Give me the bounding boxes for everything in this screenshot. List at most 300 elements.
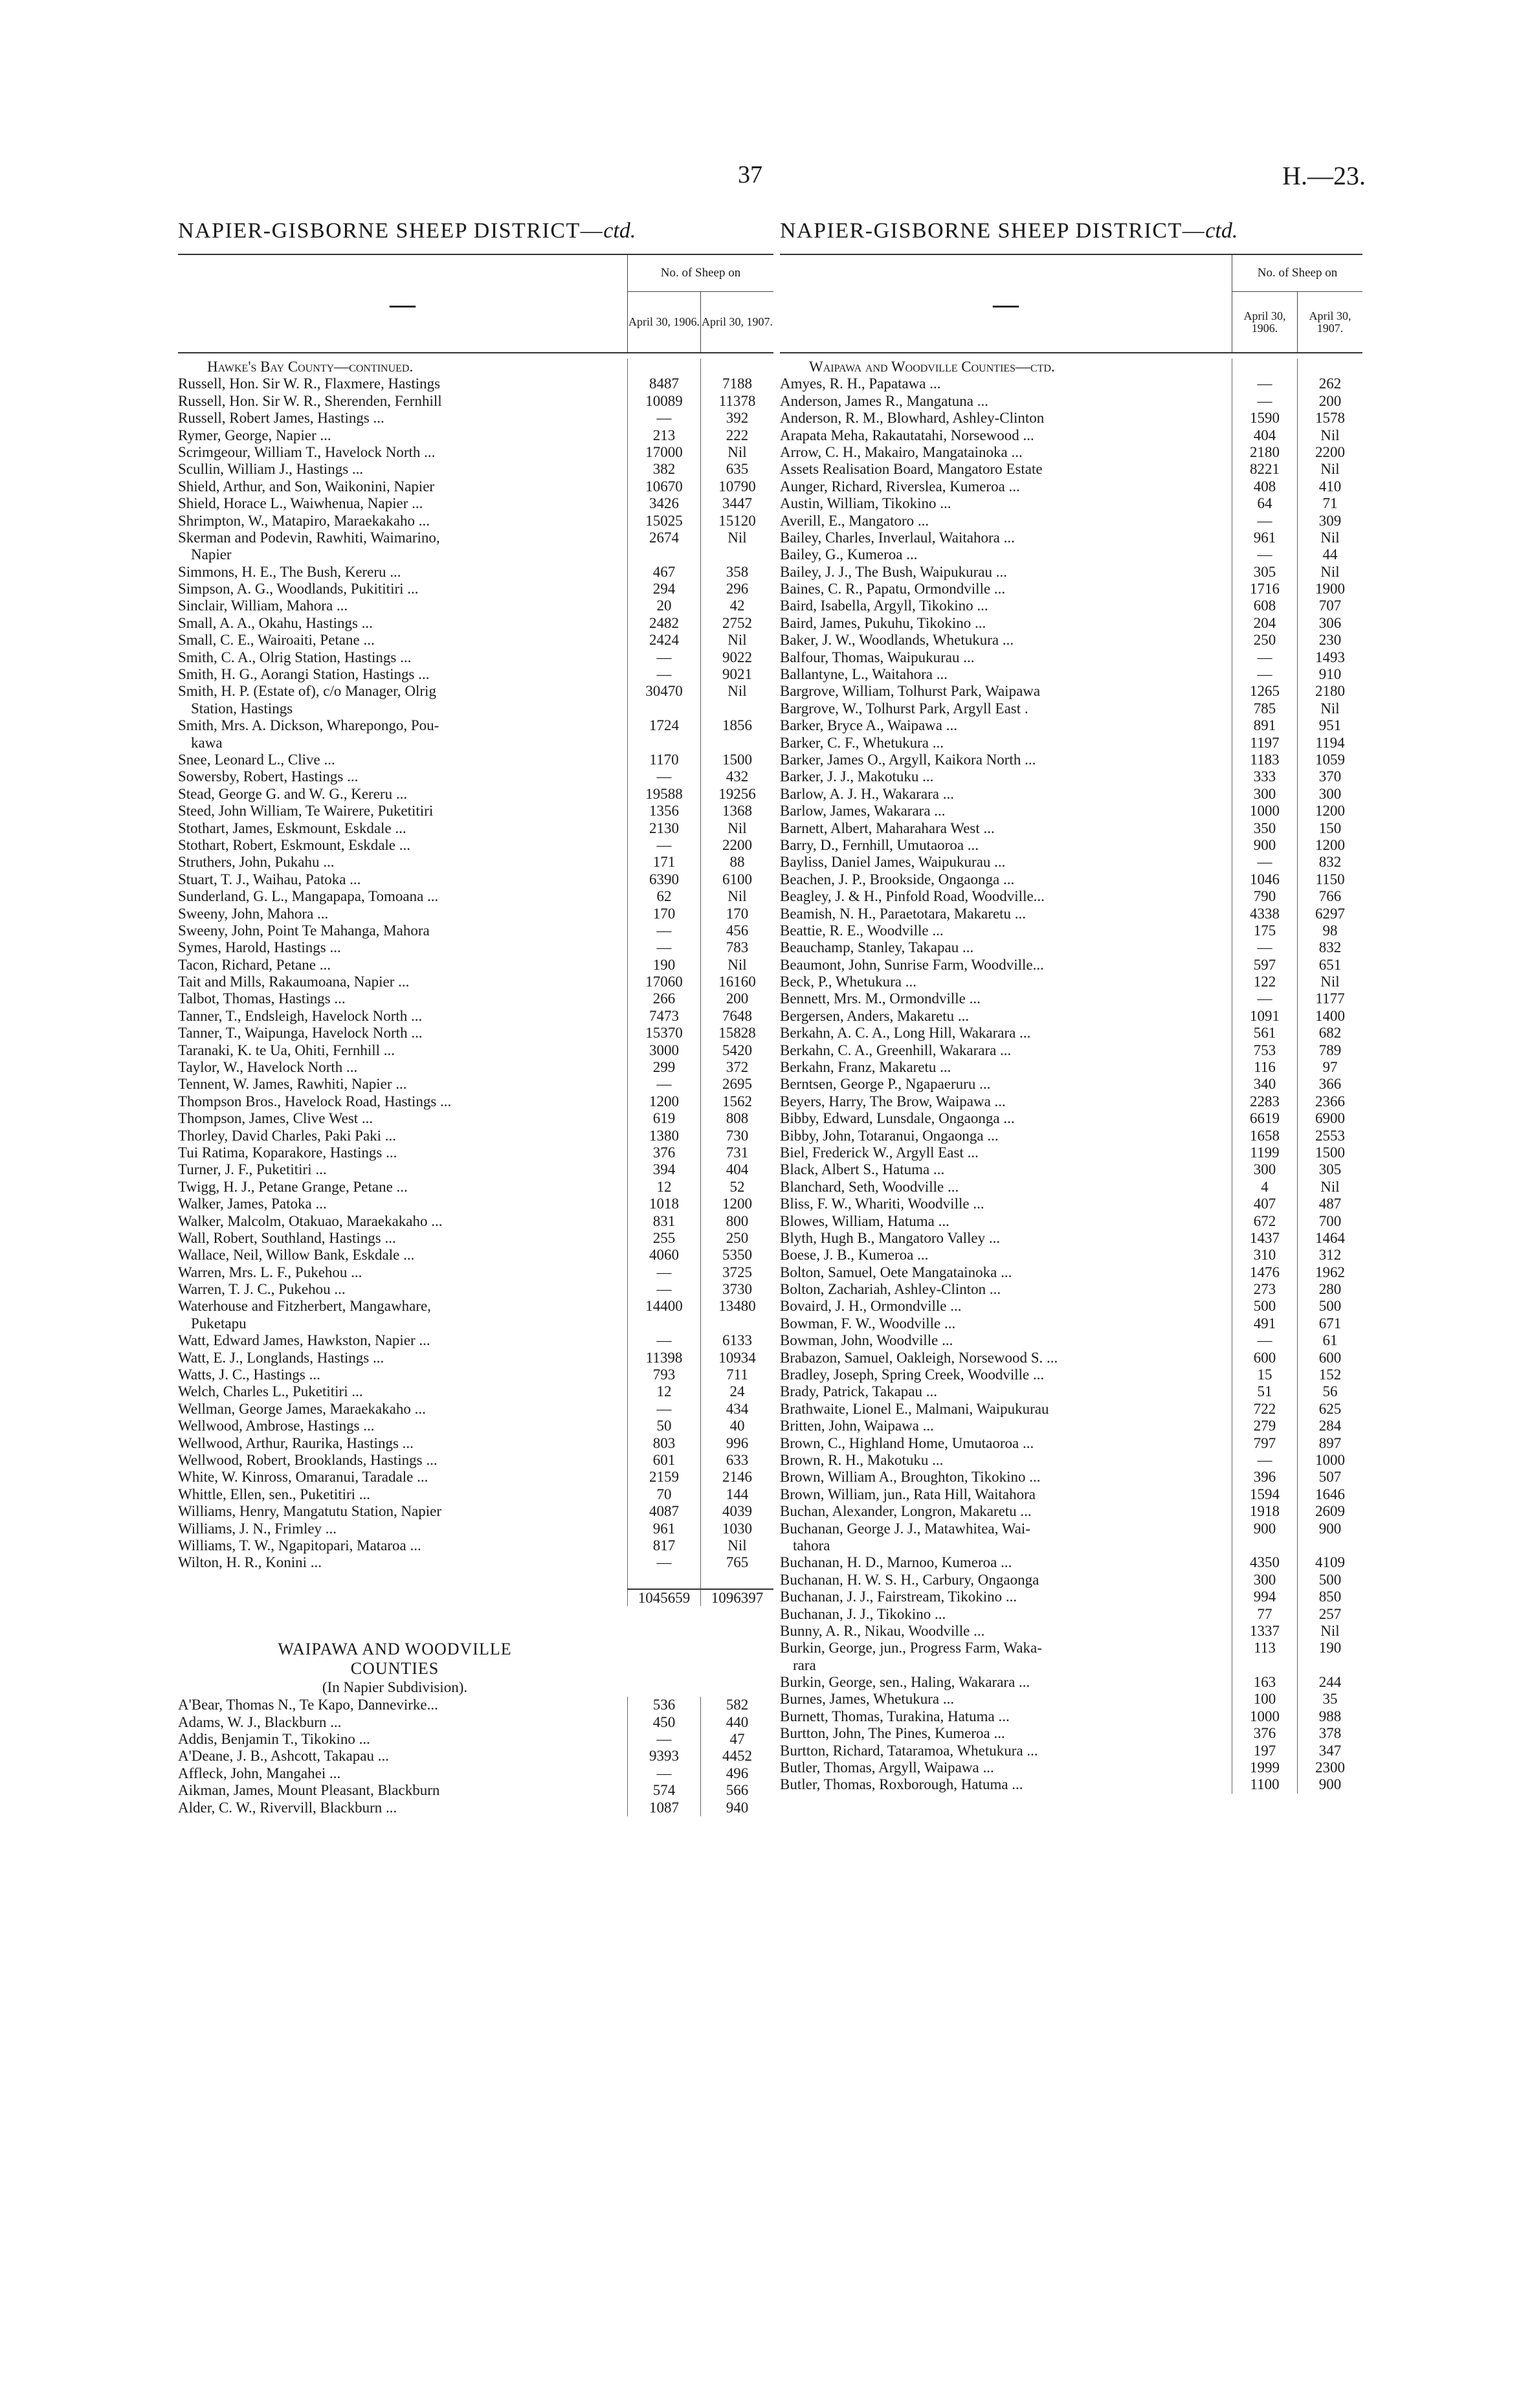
- table-row: [178, 974, 773, 990]
- sheep-1906: 1000: [1232, 1708, 1297, 1725]
- sheep-1906: —: [627, 1281, 700, 1298]
- owner-name: Britten, John, Waipawa ...: [780, 1418, 934, 1434]
- sheep-1906: —: [627, 1765, 700, 1782]
- sheep-1906: 408: [1232, 478, 1297, 495]
- sheep-1907: 257: [1297, 1606, 1362, 1623]
- owner-name: Aikman, James, Mount Pleasant, Blackburn: [178, 1782, 440, 1799]
- sheep-1907: 566: [700, 1782, 773, 1799]
- sheep-1907: 1368: [700, 803, 773, 819]
- owner-name: Wilton, H. R., Konini ...: [178, 1554, 322, 1571]
- table-row: [780, 1503, 1362, 1520]
- table-row: [178, 410, 773, 427]
- sheep-1907: 1900: [1297, 581, 1362, 597]
- owner-name: Berkahn, Franz, Makaretu ...: [780, 1059, 951, 1076]
- sheep-1906: 122: [1232, 974, 1297, 990]
- owner-name: Buchanan, J. J., Fairstream, Tikokino ...: [780, 1589, 1017, 1605]
- sheep-1907: 10934: [700, 1350, 773, 1366]
- sheep-1907: 832: [1297, 854, 1362, 871]
- sheep-1907: 1200: [700, 1196, 773, 1212]
- table-row: [780, 1606, 1362, 1623]
- sheep-1906: 4: [1232, 1179, 1297, 1196]
- sheep-1906: 64: [1232, 495, 1297, 512]
- sheep-1906: 561: [1232, 1025, 1297, 1042]
- table-row: [178, 597, 773, 614]
- owner-name: Barry, D., Fernhill, Umutaoroa ...: [780, 836, 979, 853]
- sheep-1906: 404: [1232, 427, 1297, 444]
- table-row: [178, 1315, 773, 1332]
- sheep-1906: 213: [627, 427, 700, 444]
- table-row: [178, 1782, 773, 1799]
- table-row: [780, 1708, 1362, 1725]
- owner-name: Bovaird, J. H., Ormondville ...: [780, 1298, 962, 1315]
- left-column: [178, 219, 773, 1816]
- owner-name: Beck, P., Whetukura ...: [780, 974, 917, 990]
- sheep-1907: Nil: [1297, 564, 1362, 581]
- table-row: [178, 1418, 773, 1434]
- sheep-1907: 244: [1297, 1674, 1362, 1691]
- table-row: [178, 1572, 773, 1589]
- table-row: [780, 1179, 1362, 1196]
- table-row: [780, 1298, 1362, 1315]
- owner-name: Assets Realisation Board, Mangatoro Estate: [780, 461, 1043, 478]
- owner-name: Anderson, James R., Mangatuna ...: [780, 392, 988, 409]
- sheep-1906: 4087: [627, 1503, 700, 1520]
- sheep-1906: 900: [1232, 1521, 1297, 1537]
- sheep-1907: 1562: [700, 1093, 773, 1110]
- sheep-1907: 897: [1297, 1435, 1362, 1452]
- owner-name: Small, C. E., Wairoaiti, Petane ...: [178, 632, 375, 649]
- sheep-1906: 803: [627, 1435, 700, 1452]
- table-row: [780, 906, 1362, 922]
- table-row: [780, 1674, 1362, 1691]
- sheep-1906: 2159: [627, 1469, 700, 1486]
- owner-name: Brown, C., Highland Home, Umutaoroa ...: [780, 1434, 1034, 1451]
- sheep-1906: 1476: [1232, 1264, 1297, 1281]
- owner-name: Barker, C. F., Whetukura ...: [780, 734, 944, 751]
- owner-name: Wallace, Neil, Willow Bank, Eskdale ...: [178, 1247, 415, 1264]
- owner-name: Burkin, George, sen., Haling, Wakarara ...: [780, 1674, 1030, 1691]
- owner-name: Wall, Robert, Southland, Hastings ...: [178, 1229, 396, 1246]
- sheep-1907: 682: [1297, 1025, 1362, 1042]
- table-row: [178, 1606, 773, 1623]
- table-row: [178, 1350, 773, 1366]
- sheep-1906: 1999: [1232, 1759, 1297, 1776]
- owner-name: Steed, John William, Te Wairere, Puketitiri: [178, 803, 434, 819]
- owner-name: Watt, Edward James, Hawkston, Napier ...: [178, 1332, 430, 1349]
- sheep-1907: 200: [1297, 393, 1362, 410]
- sheep-1906: 601: [627, 1452, 700, 1469]
- sheep-1907: Nil: [700, 820, 773, 837]
- table-row: [780, 1435, 1362, 1452]
- owner-name: Bailey, Charles, Inverlaul, Waitahora ...: [780, 529, 1015, 546]
- right-rows: [780, 359, 1362, 1794]
- sheep-1907: 98: [1297, 922, 1362, 939]
- table-row: [780, 1093, 1362, 1110]
- table-row: [178, 906, 773, 922]
- sheep-1907: [1297, 1657, 1362, 1674]
- sheep-1906: 1590: [1232, 410, 1297, 427]
- sheep-1906: 396: [1232, 1469, 1297, 1486]
- sheep-1907: 392: [700, 410, 773, 427]
- sheep-1907: 1177: [1297, 990, 1362, 1007]
- owner-name: Bradley, Joseph, Spring Creek, Woodville ...: [780, 1366, 1045, 1383]
- sheep-1906: 1018: [627, 1196, 700, 1212]
- sheep-1907: 280: [1297, 1281, 1362, 1298]
- sheep-1906: 891: [1232, 717, 1297, 734]
- table-row: [780, 597, 1362, 614]
- sheep-1907: 789: [1297, 1042, 1362, 1059]
- owner-name: Smith, H. G., Aorangi Station, Hastings ...: [178, 666, 430, 683]
- sheep-1906: 961: [627, 1521, 700, 1537]
- table-row: [178, 786, 773, 803]
- sheep-1906: 1724: [627, 717, 700, 734]
- owner-name: Hawke's Bay County—continued.: [207, 359, 414, 375]
- sheep-1907: 11378: [700, 393, 773, 410]
- sheep-1907: 783: [700, 939, 773, 956]
- sheep-1906: 62: [627, 888, 700, 905]
- sheep-1906: 1100: [1232, 1776, 1297, 1793]
- owner-name: Sunderland, G. L., Mangapapa, Tomoana ...: [178, 888, 439, 905]
- owner-name: Buchanan, H. W. S. H., Carbury, Ongaonga: [780, 1571, 1039, 1588]
- table-row: [780, 1691, 1362, 1708]
- table-row: [780, 478, 1362, 495]
- owner-name: Wellwood, Robert, Brooklands, Hastings ...: [178, 1452, 438, 1468]
- table-row: [178, 1401, 773, 1418]
- sheep-1907: 440: [700, 1714, 773, 1731]
- table-row: [178, 1008, 773, 1025]
- sheep-1907: 1200: [1297, 837, 1362, 854]
- table-row: [780, 1366, 1362, 1383]
- owner-name: Struthers, John, Pukahu ...: [178, 854, 335, 871]
- table-row: [780, 1247, 1362, 1264]
- left-rows: [178, 359, 773, 1816]
- owner-name: Talbot, Thomas, Hastings ...: [178, 990, 346, 1007]
- sheep-1906: 407: [1232, 1196, 1297, 1212]
- sheep-1907: 7188: [700, 375, 773, 392]
- sheep-1906: 6619: [1232, 1110, 1297, 1127]
- owner-name: Bunny, A. R., Nikau, Woodville ...: [780, 1622, 985, 1639]
- table-row: [178, 1110, 773, 1127]
- section-subheading: (In Napier Subdivision).: [322, 1679, 468, 1696]
- table-row: [780, 1572, 1362, 1589]
- owner-name: Simmons, H. E., The Bush, Kereru ...: [178, 563, 401, 580]
- sheep-1906: 2180: [1232, 444, 1297, 461]
- name-header: —: [390, 289, 416, 318]
- sheep-1906: [627, 1572, 700, 1589]
- sheep-1907: 2200: [700, 837, 773, 854]
- table-row: [178, 1452, 773, 1469]
- sheep-1907: 190: [1297, 1640, 1362, 1656]
- sheep-1907: 808: [700, 1110, 773, 1127]
- table-row: [178, 1025, 773, 1042]
- sheep-1907: 1856: [700, 717, 773, 734]
- sheep-1907: 496: [700, 1765, 773, 1782]
- owner-name: Brown, R. H., Makotuku ...: [780, 1452, 944, 1468]
- sheep-1906: 204: [1232, 615, 1297, 632]
- sheep-1906: 793: [627, 1366, 700, 1383]
- owner-name: Sweeny, John, Mahora ...: [178, 905, 329, 922]
- owner-name: Bergersen, Anders, Makaretu ...: [780, 1007, 970, 1024]
- sheep-1907: 765: [700, 1554, 773, 1571]
- owner-name: Stothart, James, Eskmount, Eskdale ...: [178, 819, 406, 836]
- sheep-1906: 197: [1232, 1743, 1297, 1759]
- sheep-1907: 40: [700, 1418, 773, 1434]
- table-row: [780, 974, 1362, 990]
- sheep-1907: 1646: [1297, 1486, 1362, 1503]
- section-heading: COUNTIES: [350, 1659, 439, 1678]
- sheep-1907: 300: [1297, 786, 1362, 803]
- owner-name: Russell, Hon. Sir W. R., Sherenden, Fernhill: [178, 392, 442, 409]
- owner-name: [178, 1589, 627, 1605]
- owner-name: Bolton, Zachariah, Ashley-Clinton ...: [780, 1281, 1001, 1298]
- sheep-1906: 1046: [1232, 871, 1297, 888]
- sheep-1906: 2424: [627, 632, 700, 649]
- sheep-1907: 366: [1297, 1076, 1362, 1093]
- sheep-1906: 831: [627, 1213, 700, 1230]
- sheep-1906: 1337: [1232, 1623, 1297, 1640]
- owner-name: Scrimgeour, William T., Havelock North ...: [178, 443, 436, 460]
- sheep-1906: —: [1232, 649, 1297, 666]
- sheep-1907: 6297: [1297, 906, 1362, 922]
- sheep-1906: —: [1232, 990, 1297, 1007]
- table-row: [780, 1110, 1362, 1127]
- sheep-1906: 8221: [1232, 461, 1297, 478]
- table-row: [178, 752, 773, 768]
- owner-name: Baines, C. R., Papatu, Ormondville ...: [780, 581, 1006, 597]
- owner-name: Bolton, Samuel, Oete Mangatainoka ...: [780, 1264, 1012, 1280]
- right-column-title: NAPIER-GISBORNE SHEEP DISTRICT—ctd.: [780, 219, 1238, 243]
- owner-name: Scullin, William J., Hastings ...: [178, 461, 364, 478]
- sheep-1907: 250: [700, 1230, 773, 1247]
- sheep-1906: 1000: [1232, 803, 1297, 819]
- table-row: [178, 1503, 773, 1520]
- owner-name: [178, 1572, 627, 1589]
- sheep-1906: —: [1232, 939, 1297, 956]
- document-code: H.—23.: [1282, 161, 1366, 190]
- sheep-1907: 2146: [700, 1469, 773, 1486]
- sheep-1907: 1500: [1297, 1144, 1362, 1161]
- owner-name: Arapata Meha, Rakautatahi, Norsewood ...: [780, 427, 1034, 443]
- owner-name: A'Deane, J. B., Ashcott, Takapau ...: [178, 1748, 389, 1765]
- sheep-1907: 1493: [1297, 649, 1362, 666]
- sheep-1906: 340: [1232, 1076, 1297, 1093]
- sheep-1907: 1194: [1297, 735, 1362, 752]
- sheep-1906: [627, 700, 700, 717]
- sheep-1907: Nil: [1297, 530, 1362, 546]
- table-row: [780, 1657, 1362, 1674]
- owner-name: Butler, Thomas, Argyll, Waipawa ...: [780, 1759, 994, 1776]
- sheep-1907: 910: [1297, 666, 1362, 683]
- sheep-1907: 700: [1297, 1213, 1362, 1230]
- owner-name: Skerman and Podevin, Rawhiti, Waimarino,: [178, 529, 440, 546]
- table-row: [780, 1196, 1362, 1212]
- table-row: [780, 1401, 1362, 1418]
- table-row: [780, 1230, 1362, 1247]
- table-row: [178, 1383, 773, 1400]
- sheep-1907: 10790: [700, 478, 773, 495]
- owner-name: kawa: [191, 734, 223, 751]
- sheep-1907: 47: [700, 1731, 773, 1748]
- sheep-1906: 17060: [627, 974, 700, 990]
- sheep-1907: 951: [1297, 717, 1362, 734]
- sheep-1906: —: [1232, 375, 1297, 392]
- owner-name: Tanner, T., Endsleigh, Havelock North ...: [178, 1007, 423, 1024]
- sheep-1906: 1437: [1232, 1230, 1297, 1247]
- section-heading-row: [178, 359, 773, 375]
- table-row: [780, 1452, 1362, 1469]
- sheep-1906: 817: [627, 1537, 700, 1554]
- sheep-1906: —: [627, 939, 700, 956]
- owner-name: Baird, Isabella, Argyll, Tikokino ...: [780, 597, 988, 614]
- sheep-1906: 70: [627, 1486, 700, 1503]
- owner-name: Turner, J. F., Puketitiri ...: [178, 1161, 327, 1178]
- sheep-1906: 11398: [627, 1350, 700, 1366]
- sheep-1907: 24: [700, 1383, 773, 1400]
- sheep-1907: 988: [1297, 1708, 1362, 1725]
- sheep-1907: 2300: [1297, 1759, 1362, 1776]
- sheep-1906: 19588: [627, 786, 700, 803]
- owner-name: Buchanan, George J. J., Matawhitea, Wai-: [780, 1520, 1030, 1537]
- page-number: 37: [738, 161, 762, 188]
- sheep-1906: 1091: [1232, 1008, 1297, 1025]
- year-1906-header: April 30, 1906.: [628, 315, 700, 329]
- owner-name: Napier: [191, 546, 232, 563]
- table-row: [780, 1640, 1362, 1656]
- table-row: [178, 1179, 773, 1196]
- table-row: [178, 1213, 773, 1230]
- sheep-1907: Nil: [700, 530, 773, 546]
- sheep-1907: 7648: [700, 1008, 773, 1025]
- table-row: [178, 922, 773, 939]
- table-row: [178, 1264, 773, 1281]
- sheep-header: [1232, 255, 1362, 352]
- sheep-1907: 372: [700, 1059, 773, 1076]
- sheep-1906: 1716: [1232, 581, 1297, 597]
- sheep-1906: [627, 546, 700, 563]
- sheep-1906: 2482: [627, 615, 700, 632]
- table-row: [178, 1521, 773, 1537]
- table-row: [780, 1008, 1362, 1025]
- table-row: [780, 768, 1362, 785]
- table-row: [178, 1298, 773, 1315]
- sheep-1906: —: [627, 649, 700, 666]
- owner-name: Biel, Frederick W., Argyll East ...: [780, 1144, 979, 1161]
- sheep-1907: 6100: [700, 871, 773, 888]
- sheep-1906: 450: [627, 1714, 700, 1731]
- sheep-1906: 2283: [1232, 1093, 1297, 1110]
- sheep-1906: 175: [1232, 922, 1297, 939]
- table-row: [178, 768, 773, 785]
- owner-name: Walker, James, Patoka ...: [178, 1196, 327, 1212]
- sheep-1907: 1400: [1297, 1008, 1362, 1025]
- table-row: [178, 1623, 773, 1640]
- sheep-1906: 536: [627, 1697, 700, 1713]
- sheep-1907: 61: [1297, 1332, 1362, 1349]
- sheep-1906: 255: [627, 1230, 700, 1247]
- sheep-1907: 88: [700, 854, 773, 871]
- sheep-1906: —: [1232, 513, 1297, 530]
- owner-name: Beagley, J. & H., Pinfold Road, Woodville...: [780, 888, 1045, 905]
- sheep-1906: 15025: [627, 513, 700, 530]
- sheep-1907: 1000: [1297, 1452, 1362, 1469]
- table-row: [178, 1332, 773, 1349]
- table-row: [780, 871, 1362, 888]
- sheep-1907: 410: [1297, 478, 1362, 495]
- sheep-1907: Nil: [1297, 974, 1362, 990]
- sheep-1906: 2130: [627, 820, 700, 837]
- sheep-1907: 305: [1297, 1161, 1362, 1178]
- sheep-1907: 633: [700, 1452, 773, 1469]
- owner-name: Russell, Robert James, Hastings ...: [178, 410, 384, 427]
- sheep-1906: 7473: [627, 1008, 700, 1025]
- sheep-1907: Nil: [1297, 1623, 1362, 1640]
- owner-name: Beaumont, John, Sunrise Farm, Woodville...: [780, 956, 1044, 973]
- sheep-1906: 12: [627, 1179, 700, 1196]
- table-row: [178, 1554, 773, 1571]
- owner-name: Amyes, R. H., Papatawa ...: [780, 375, 941, 392]
- table-row: [780, 1554, 1362, 1571]
- owner-name: Rymer, George, Napier ...: [178, 427, 331, 443]
- sheep-1907: 9022: [700, 649, 773, 666]
- sheep-header: [627, 255, 773, 352]
- sheep-1906: 299: [627, 1059, 700, 1076]
- owner-name: Barlow, A. J. H., Wakarara ...: [780, 785, 954, 802]
- sheep-1907: Nil: [700, 1537, 773, 1554]
- owner-name: Buchanan, J. J., Tikokino ...: [780, 1605, 946, 1622]
- sheep-1906: 190: [627, 957, 700, 974]
- owner-name: Twigg, H. J., Petane Grange, Petane ...: [178, 1178, 408, 1195]
- sheep-1906: 10670: [627, 478, 700, 495]
- sheep-1906: 382: [627, 461, 700, 478]
- sheep-1906: 394: [627, 1161, 700, 1178]
- owner-name: Beattie, R. E., Woodville ...: [780, 922, 944, 939]
- owner-name: Barnett, Albert, Maharahara West ...: [780, 819, 995, 836]
- sheep-1906: 1918: [1232, 1503, 1297, 1520]
- table-row: [178, 546, 773, 563]
- table-row: [780, 1759, 1362, 1776]
- owner-name: Beachen, J. P., Brookside, Ongaonga ...: [780, 871, 1015, 887]
- table-row: [178, 854, 773, 871]
- owner-name: Alder, C. W., Rivervill, Blackburn ...: [178, 1799, 397, 1816]
- table-row: [780, 1623, 1362, 1640]
- sheep-1907: [700, 735, 773, 752]
- owner-name: Anderson, R. M., Blowhard, Ashley-Clinton: [780, 410, 1045, 427]
- sheep-1907: 230: [1297, 632, 1362, 649]
- owner-name: Butler, Thomas, Roxborough, Hatuma ...: [780, 1776, 1023, 1793]
- sheep-1906: 500: [1232, 1298, 1297, 1315]
- table-row: [780, 546, 1362, 563]
- sheep-1906: —: [627, 768, 700, 785]
- owner-name: Russell, Hon. Sir W. R., Flaxmere, Hastings: [178, 375, 441, 392]
- owner-name: Bibby, Edward, Lunsdale, Ongaonga ...: [780, 1110, 1015, 1127]
- owner-name: Bibby, John, Totaranui, Ongaonga ...: [780, 1127, 999, 1144]
- owner-name: Bailey, G., Kumeroa ...: [780, 546, 918, 563]
- owner-name: Waterhouse and Fitzherbert, Mangawhare,: [178, 1298, 431, 1315]
- sheep-1907: 730: [700, 1128, 773, 1144]
- sheep-1906: 113: [1232, 1640, 1297, 1656]
- sheep-1906: [627, 735, 700, 752]
- sheep-1906: 600: [1232, 1350, 1297, 1366]
- sheep-1906: 300: [1232, 1161, 1297, 1178]
- owner-name: A'Bear, Thomas N., Te Kapo, Dannevirke...: [178, 1697, 438, 1713]
- sheep-1907: 284: [1297, 1418, 1362, 1434]
- sheep-1907: 900: [1297, 1776, 1362, 1793]
- sheep-1907: 1962: [1297, 1264, 1362, 1281]
- sheep-1906: 300: [1232, 1572, 1297, 1589]
- sheep-1906: —: [1232, 666, 1297, 683]
- sheep-1907: 309: [1297, 513, 1362, 530]
- table-row: [780, 649, 1362, 666]
